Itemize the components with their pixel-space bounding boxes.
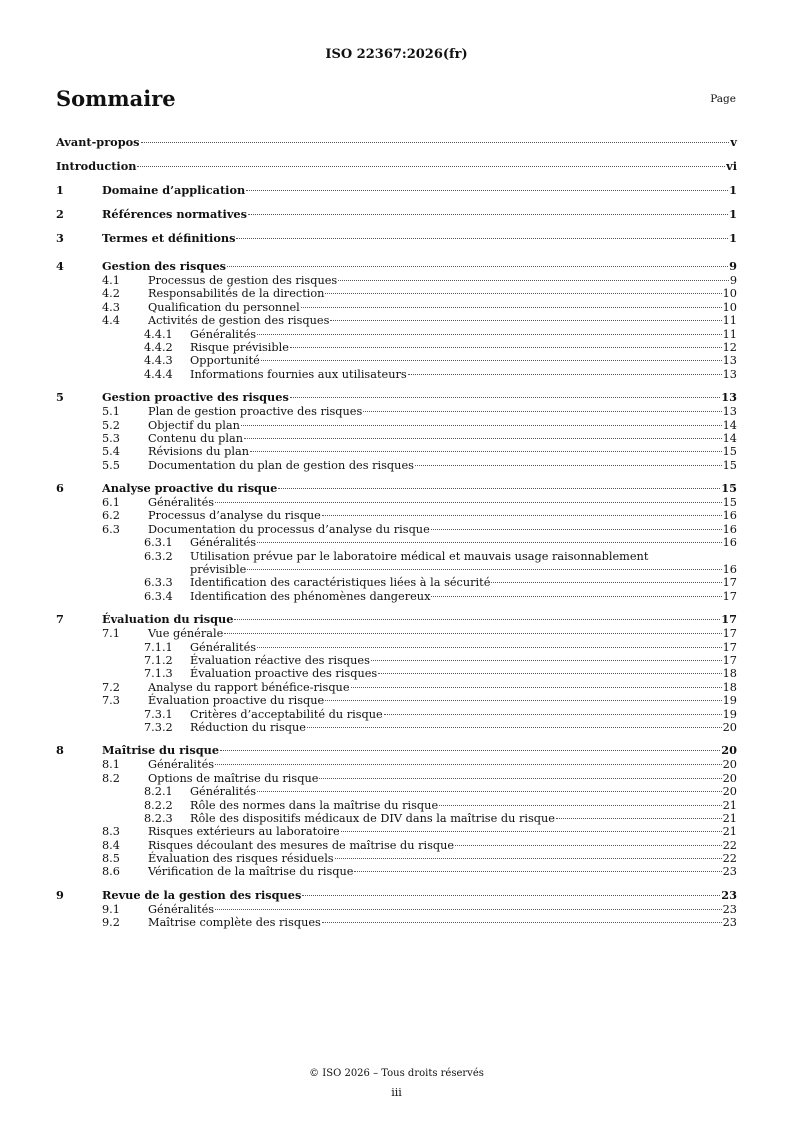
toc-leader-dots (236, 237, 728, 239)
toc-entry-label: Généralités (190, 640, 257, 654)
toc-entry-page: 9 (729, 274, 737, 287)
toc-entry-page: 1 (729, 183, 737, 197)
toc-entry[interactable] (56, 287, 737, 300)
toc-entry-page: 20 (721, 743, 737, 758)
toc-entry[interactable] (56, 259, 737, 274)
toc-entry[interactable] (56, 496, 737, 509)
toc-entry-number: 7 (56, 612, 64, 627)
toc-entry[interactable] (56, 852, 737, 865)
copyright-footer: © ISO 2026 – Tous droits réservés (309, 1068, 484, 1079)
toc-entry-label: Généralités (148, 496, 215, 510)
toc-entry-number: 8.2.2 (144, 798, 173, 812)
toc-entry-number: 8.4 (102, 838, 120, 852)
toc-entry[interactable] (56, 812, 737, 825)
toc-leader-dots (556, 817, 722, 819)
toc-entry[interactable] (56, 667, 737, 680)
toc-entry[interactable] (56, 721, 737, 734)
toc-entry-label: Gestion des risques (102, 259, 227, 273)
toc-entry[interactable] (56, 481, 737, 496)
table-of-contents (56, 130, 737, 930)
toc-entry-number: 8.1 (102, 758, 120, 772)
toc-entry-number: 1 (56, 183, 64, 197)
toc-leader-dots (415, 464, 722, 466)
toc-entry-number: 3 (56, 231, 64, 245)
toc-leader-dots (290, 346, 722, 348)
toc-entry-number: 2 (56, 207, 64, 221)
toc-entry-label: Vue générale (148, 627, 224, 641)
toc-entry-page: 1 (729, 231, 737, 245)
toc-entry-number: 6.3.3 (144, 576, 173, 590)
toc-entry-page: 18 (722, 680, 737, 694)
toc-entry-label: Généralités (148, 758, 215, 772)
toc-entry-label: Évaluation du risque (102, 612, 234, 627)
toc-entry-number: 7.2 (102, 680, 120, 694)
toc-entry-label: Documentation du processus d’analyse du risque (148, 522, 430, 536)
toc-entry[interactable] (56, 785, 737, 798)
toc-leader-dots (234, 618, 720, 620)
toc-entry-page: 20 (722, 785, 737, 799)
toc-entry-label: Introduction (56, 159, 137, 173)
toc-entry-number: 4.4.4 (144, 367, 173, 381)
toc-entry[interactable] (56, 576, 737, 589)
toc-entry[interactable] (56, 301, 737, 314)
toc-entry-label: Évaluation des risques résiduels (148, 852, 334, 866)
toc-entry-number: 4.3 (102, 300, 120, 314)
toc-leader-dots (215, 501, 722, 503)
toc-entry-page: 10 (722, 300, 737, 314)
toc-entry[interactable] (56, 916, 737, 929)
toc-leader-dots (322, 514, 722, 516)
toc-entry-label: Références normatives (102, 207, 247, 221)
toc-leader-dots (378, 672, 721, 674)
toc-leader-dots (325, 699, 721, 701)
toc-entry[interactable] (56, 758, 737, 771)
toc-entry-page: 10 (722, 287, 737, 301)
toc-entry-page: 22 (722, 838, 737, 852)
toc-entry-page: 19 (722, 694, 737, 708)
toc-leader-dots (325, 292, 721, 294)
toc-leader-dots (439, 804, 722, 806)
toc-leader-dots (248, 213, 728, 215)
page-title: Sommaire (56, 86, 176, 111)
toc-entry-label: Risques extérieurs au laboratoire (148, 825, 340, 839)
toc-leader-dots (455, 844, 722, 846)
toc-entry[interactable] (56, 202, 737, 226)
toc-entry-number: 6.2 (102, 509, 120, 523)
toc-entry-number: 4 (56, 259, 64, 273)
toc-entry[interactable] (56, 523, 737, 536)
toc-entry-label: Généralités (190, 327, 257, 341)
toc-entry-page: 12 (722, 340, 737, 354)
toc-entry[interactable] (56, 903, 737, 916)
toc-entry[interactable] (56, 536, 737, 549)
toc-entry-number: 8.3 (102, 825, 120, 839)
toc-entry-page: 20 (722, 771, 737, 785)
toc-leader-dots (330, 319, 721, 321)
toc-leader-dots (307, 726, 722, 728)
toc-entry-number: 7.1.2 (144, 653, 173, 667)
page-column-label: Page (710, 93, 736, 105)
toc-leader-dots (241, 424, 722, 426)
toc-entry-label: Rôle des normes dans la maîtrise du risque (190, 798, 439, 812)
toc-entry-number: 8.6 (102, 865, 120, 879)
toc-entry-label: Généralités (148, 902, 215, 916)
toc-entry-page: 14 (722, 418, 737, 432)
toc-entry[interactable] (56, 563, 737, 576)
toc-entry-number: 8.5 (102, 852, 120, 866)
toc-entry-label: Maîtrise du risque (102, 743, 220, 758)
toc-entry-label: Analyse du rapport bénéfice-risque (148, 680, 350, 694)
toc-leader-dots (278, 487, 720, 489)
toc-entry[interactable] (56, 178, 737, 202)
toc-entry-number: 5 (56, 390, 64, 405)
toc-leader-dots (335, 857, 722, 859)
toc-leader-dots (220, 749, 720, 751)
toc-entry[interactable] (56, 405, 737, 418)
toc-entry-page: 21 (722, 798, 737, 812)
toc-entry-number: 5.2 (102, 418, 120, 432)
toc-entry-page: v (730, 135, 737, 149)
toc-entry-page: 17 (722, 576, 737, 590)
toc-entry-number: 6.3.1 (144, 536, 173, 550)
toc-entry-number: 4.4.1 (144, 327, 173, 341)
toc-entry-label: Qualification du personnel (148, 300, 300, 314)
document-id-header: ISO 22367:2026(fr) (325, 47, 468, 62)
toc-entry[interactable] (56, 445, 737, 458)
toc-leader-dots (215, 763, 722, 765)
toc-entry-number: 7.3.1 (144, 707, 173, 721)
toc-entry-label: Processus de gestion des risques (148, 274, 338, 287)
toc-entry-label: Revue de la gestion des risques (102, 887, 302, 902)
toc-entry-label: Identification des caractéristiques liées à la sécurité (190, 576, 491, 590)
toc-entry-number: 5.3 (102, 431, 120, 445)
toc-entry-number: 8.2.1 (144, 785, 173, 799)
toc-entry[interactable] (56, 550, 737, 563)
toc-entry-label: prévisible (190, 563, 247, 577)
toc-entry[interactable] (56, 825, 737, 838)
toc-entry-page: 11 (722, 327, 737, 341)
toc-entry[interactable] (56, 354, 737, 367)
toc-entry-number: 7.3.2 (144, 720, 173, 734)
toc-leader-dots (341, 830, 722, 832)
toc-entry-number: 7.1 (102, 627, 120, 641)
toc-entry[interactable] (56, 368, 737, 381)
toc-entry-label: Opportunité (190, 354, 260, 368)
toc-entry[interactable] (56, 590, 737, 603)
toc-entry-label: Activités de gestion des risques (148, 314, 330, 328)
toc-entry-number: 7.3 (102, 694, 120, 708)
toc-entry-page: 23 (722, 902, 737, 916)
toc-entry[interactable] (56, 641, 737, 654)
toc-leader-dots (141, 141, 730, 143)
toc-entry-label: Identification des phénomènes dangereux (190, 589, 431, 603)
toc-entry-label: Analyse proactive du risque (102, 481, 278, 496)
toc-entry-number: 9.2 (102, 916, 120, 930)
toc-leader-dots (384, 713, 722, 715)
toc-entry[interactable] (56, 432, 737, 445)
toc-leader-dots (257, 790, 722, 792)
toc-entry-number: 6.3.4 (144, 589, 173, 603)
toc-leader-dots (354, 870, 721, 872)
toc-entry-page: 21 (722, 825, 737, 839)
toc-entry-number: 5.5 (102, 458, 120, 472)
toc-entry-number: 8 (56, 743, 64, 758)
toc-entry[interactable] (56, 865, 737, 878)
toc-entry-page: 13 (722, 354, 737, 368)
toc-entry-label: Informations fournies aux utilisateurs (190, 367, 407, 381)
toc-entry-number: 4.2 (102, 287, 120, 301)
toc-entry[interactable] (56, 772, 737, 785)
toc-entry-label: Risques découlant des mesures de maîtrise du risque (148, 838, 455, 852)
toc-leader-dots (247, 568, 721, 570)
toc-entry[interactable] (56, 274, 737, 287)
toc-entry-page: 16 (722, 509, 737, 523)
toc-entry-label: Évaluation proactive du risque (148, 694, 325, 708)
toc-entry-label: Documentation du plan de gestion des risques (148, 458, 414, 472)
toc-entry[interactable] (56, 799, 737, 812)
toc-leader-dots (257, 646, 722, 648)
toc-entry-label: Termes et définitions (102, 231, 236, 245)
toc-entry-label: Contenu du plan (148, 431, 244, 445)
toc-leader-dots (301, 306, 722, 308)
toc-leader-dots (371, 659, 722, 661)
toc-entry-label: Risque prévisible (190, 340, 289, 354)
toc-entry[interactable] (56, 627, 737, 640)
toc-entry[interactable] (56, 154, 737, 178)
toc-leader-dots (431, 595, 721, 597)
toc-entry-page: 19 (722, 707, 737, 721)
toc-entry-number: 5.1 (102, 405, 120, 419)
toc-entry-page: 17 (721, 612, 737, 627)
toc-entry-label: Maîtrise complète des risques (148, 916, 321, 930)
toc-leader-dots (244, 437, 722, 439)
toc-leader-dots (338, 279, 729, 281)
toc-entry[interactable] (56, 612, 737, 627)
toc-entry[interactable] (56, 314, 737, 327)
toc-entry-page: vi (726, 159, 737, 173)
toc-entry[interactable] (56, 888, 737, 903)
toc-leader-dots (227, 265, 728, 267)
toc-entry-page: 15 (722, 445, 737, 459)
toc-entry-label: Évaluation proactive des risques (190, 667, 378, 681)
toc-entry-number: 8.2.3 (144, 811, 173, 825)
toc-leader-dots (431, 528, 722, 530)
toc-entry-number: 6.3 (102, 522, 120, 536)
toc-entry[interactable] (56, 694, 737, 707)
toc-entry-page: 20 (722, 720, 737, 734)
toc-entry-number: 5.4 (102, 445, 120, 459)
toc-leader-dots (302, 894, 720, 896)
toc-entry-page: 11 (722, 314, 737, 328)
toc-entry-label: Généralités (190, 785, 257, 799)
toc-entry-page: 15 (722, 496, 737, 510)
toc-leader-dots (319, 777, 721, 779)
toc-entry-number: 7.1.3 (144, 667, 173, 681)
toc-leader-dots (322, 921, 722, 923)
toc-entry-page: 15 (721, 481, 737, 496)
toc-entry-page: 23 (721, 887, 737, 902)
toc-entry[interactable] (56, 390, 737, 405)
toc-leader-dots (250, 450, 722, 452)
toc-entry-label: Avant-propos (56, 135, 140, 149)
toc-entry-label: Rôle des dispositifs médicaux de DIV dans la maîtrise du risque (190, 811, 555, 825)
toc-leader-dots (261, 359, 722, 361)
toc-entry-number: 9.1 (102, 902, 120, 916)
toc-entry-page: 1 (729, 207, 737, 221)
toc-entry-page: 18 (722, 667, 737, 681)
toc-leader-dots (257, 333, 722, 335)
toc-entry-label: Domaine d’application (102, 183, 246, 197)
page-number: iii (391, 1086, 402, 1099)
toc-entry-page: 16 (722, 522, 737, 536)
toc-entry-number: 6 (56, 481, 64, 496)
toc-entry[interactable] (56, 509, 737, 522)
toc-entry-page: 20 (722, 758, 737, 772)
toc-leader-dots (137, 165, 725, 167)
toc-entry-page: 21 (722, 811, 737, 825)
toc-leader-dots (215, 908, 722, 910)
toc-entry-label: Utilisation prévue par le laboratoire médical et mauvais usage raisonnablement (190, 549, 649, 563)
toc-entry[interactable] (56, 130, 737, 154)
toc-entry-label: Réduction du risque (190, 720, 306, 734)
toc-entry-number: 7.1.1 (144, 640, 173, 654)
toc-entry[interactable] (56, 654, 737, 667)
toc-entry-page: 17 (722, 640, 737, 654)
toc-entry[interactable] (56, 839, 737, 852)
toc-entry[interactable] (56, 226, 737, 250)
toc-leader-dots (491, 581, 721, 583)
toc-entry-label: Objectif du plan (148, 418, 240, 432)
toc-entry-number: 8.2 (102, 771, 120, 785)
toc-entry-page: 17 (722, 627, 737, 641)
toc-entry-label: Processus d’analyse du risque (148, 509, 321, 523)
toc-entry-label: Critères d’acceptabilité du risque (190, 707, 383, 721)
toc-entry-page: 17 (722, 589, 737, 603)
toc-entry-number: 4.4.2 (144, 340, 173, 354)
toc-entry-page: 13 (721, 390, 737, 405)
toc-entry[interactable] (56, 328, 737, 341)
toc-entry-page: 13 (722, 405, 737, 419)
toc-entry-page: 16 (722, 536, 737, 550)
toc-leader-dots (363, 410, 721, 412)
toc-entry-page: 22 (722, 852, 737, 866)
toc-entry-number: 4.4 (102, 314, 120, 328)
toc-entry-label: Généralités (190, 536, 257, 550)
toc-entry-page: 9 (729, 259, 737, 273)
toc-entry-label: Plan de gestion proactive des risques (148, 405, 363, 419)
toc-entry[interactable] (56, 341, 737, 354)
toc-entry-number: 4.4.3 (144, 354, 173, 368)
toc-leader-dots (408, 373, 722, 375)
toc-entry-label: Révisions du plan (148, 445, 250, 459)
toc-entry[interactable] (56, 459, 737, 472)
toc-entry-page: 13 (722, 367, 737, 381)
toc-entry[interactable] (56, 681, 737, 694)
toc-entry-number: 6.1 (102, 496, 120, 510)
toc-leader-dots (290, 396, 720, 398)
toc-entry-number: 9 (56, 887, 64, 902)
toc-leader-dots (224, 632, 721, 634)
toc-entry-number: 6.3.2 (144, 549, 173, 563)
toc-entry-label: Évaluation réactive des risques (190, 653, 370, 667)
toc-entry[interactable] (56, 708, 737, 721)
toc-leader-dots (246, 189, 728, 191)
toc-entry-page: 14 (722, 431, 737, 445)
toc-entry-label: Options de maîtrise du risque (148, 771, 319, 785)
toc-entry-page: 17 (722, 653, 737, 667)
toc-entry-page: 23 (722, 916, 737, 930)
toc-entry[interactable] (56, 419, 737, 432)
toc-leader-dots (257, 541, 722, 543)
toc-entry[interactable] (56, 743, 737, 758)
toc-entry-page: 23 (722, 865, 737, 879)
toc-entry-label: Responsabilités de la direction (148, 287, 325, 301)
toc-entry-page: 16 (722, 563, 737, 577)
toc-entry-label: Gestion proactive des risques (102, 390, 289, 405)
toc-leader-dots (351, 686, 722, 688)
toc-entry-page: 15 (722, 458, 737, 472)
toc-entry-number: 4.1 (102, 274, 120, 287)
toc-entry-label: Vérification de la maîtrise du risque (148, 865, 354, 879)
